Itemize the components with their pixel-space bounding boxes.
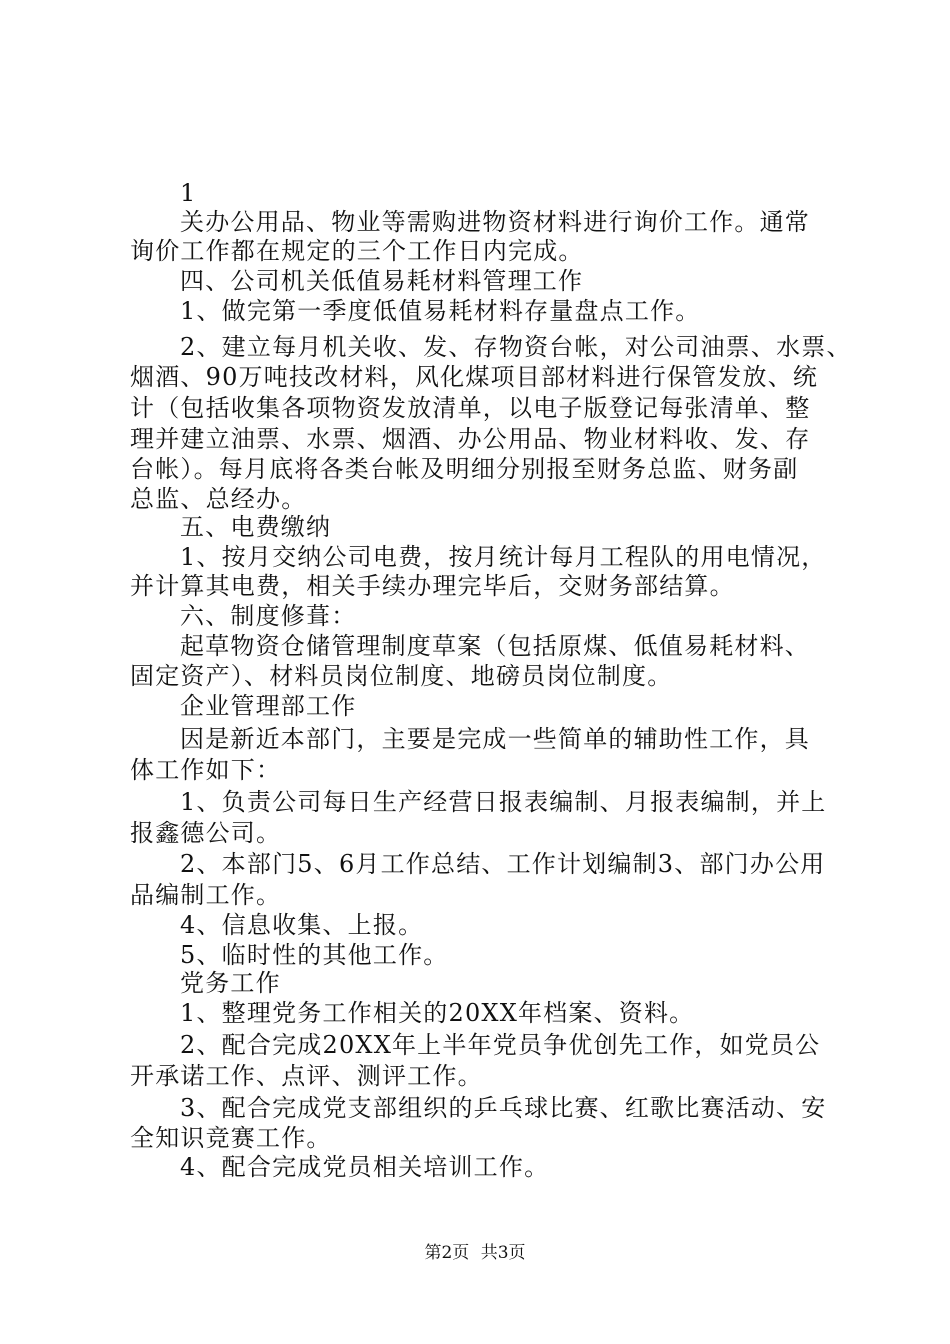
text-line: 关办公用品、物业等需购进物资材料进行询价工作。通常 [180,208,810,236]
text-line: 4、配合完成党员相关培训工作。 [180,1153,550,1181]
text-line: 总监、总经办。 [130,485,307,513]
text-line: 固定资产）、材料员岗位制度、地磅员岗位制度。 [130,662,673,690]
text-line: 烟酒、90万吨技改材料，风化煤项目部材料进行保管发放、统 [130,363,819,391]
section-heading: 企业管理部工作 [180,692,357,720]
text-line: 1、负责公司每日生产经营日报表编制、月报表编制，并上 [180,788,827,816]
text-line: 2、配合完成20XX年上半年党员争优创先工作，如党员公 [180,1031,821,1059]
text-line: 并计算其电费，相关手续办理完毕后，交财务部结算。 [130,572,735,600]
text-line: 1、按月交纳公司电费，按月统计每月工程队的用电情况， [180,543,827,571]
text-line: 台帐）。每月底将各类台帐及明细分别报至财务总监、财务副 [130,455,799,483]
section-heading: 四、公司机关低值易耗材料管理工作 [180,267,584,295]
text-line: 3、配合完成党支部组织的乒乓球比赛、红歌比赛活动、安 [180,1094,827,1122]
page-number: 第2页 [424,1243,470,1263]
text-line: 1、整理党务工作相关的20XX年档案、资料。 [180,999,695,1027]
text-line: 4、信息收集、上报。 [180,911,424,939]
text-line: 计（包括收集各项物资发放清单，以电子版登记每张清单、整 [130,394,811,422]
text-line: 理并建立油票、水票、烟酒、办公用品、物业材料收、发、存 [130,425,811,453]
page-total: 共3页 [480,1243,526,1263]
text-line: 5、临时性的其他工作。 [180,941,449,969]
text-line: 询价工作都在规定的三个工作日内完成。 [130,237,584,265]
page-footer [0,1242,950,1264]
text-line: 体工作如下： [130,756,282,784]
page-marker: 1 [180,179,197,207]
text-line: 开承诺工作、点评、测评工作。 [130,1062,483,1090]
section-heading: 六、制度修葺： [180,602,357,630]
text-line: 报鑫德公司。 [130,819,282,847]
text-line: 1、做完第一季度低值易耗材料存量盘点工作。 [180,297,701,325]
text-line: 2、建立每月机关收、发、存物资台帐，对公司油票、水票、 [180,333,852,361]
section-heading: 党务工作 [180,969,281,997]
text-line: 品编制工作。 [130,881,282,909]
text-line: 因是新近本部门，主要是完成一些简单的辅助性工作，具 [180,725,810,753]
text-line: 起草物资仓储管理制度草案（包括原煤、低值易耗材料、 [180,632,810,660]
section-heading: 五、电费缴纳 [180,513,332,541]
text-line: 2、本部门5、6月工作总结、工作计划编制3、部门办公用 [180,850,826,878]
text-line: 全知识竞赛工作。 [130,1124,332,1152]
